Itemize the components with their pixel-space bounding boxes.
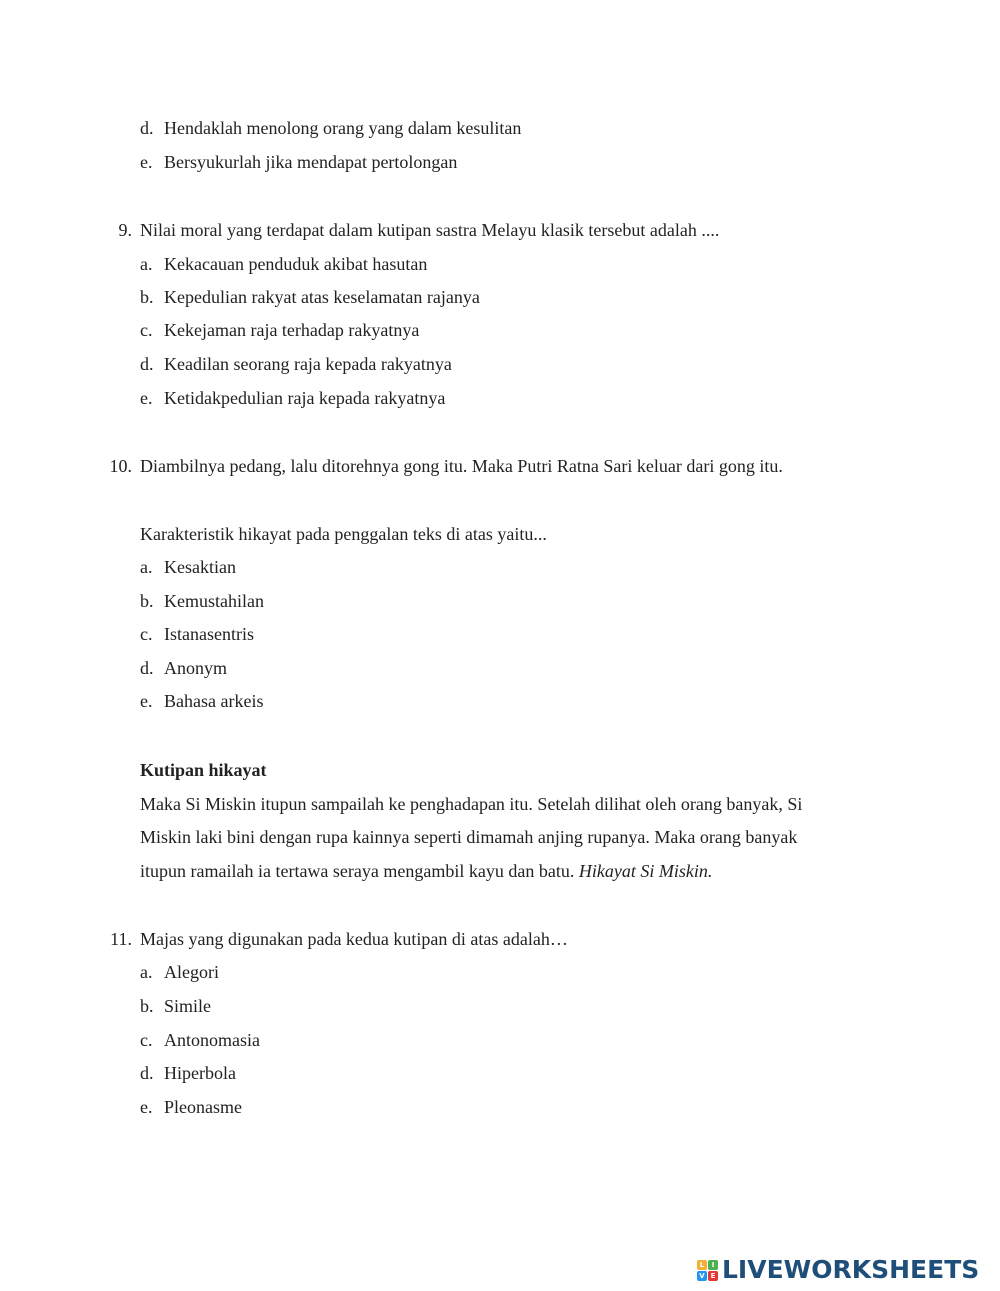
logo-mark-cell: L: [697, 1260, 707, 1270]
option-letter: e.: [140, 1097, 153, 1117]
option-text: Anonym: [164, 658, 227, 678]
option-text: Istanasentris: [164, 624, 254, 644]
option-text: Kemustahilan: [164, 591, 264, 611]
option-letter: d.: [140, 658, 154, 678]
question-number: 11.: [110, 929, 132, 949]
option-text: Kekacauan penduduk akibat hasutan: [164, 254, 428, 274]
excerpt-heading: Kutipan hikayat: [140, 760, 267, 780]
option-text: Bersyukurlah jika mendapat pertolongan: [164, 152, 458, 172]
option-letter: d.: [140, 1063, 154, 1083]
option-letter: a.: [140, 962, 153, 982]
option-text: Antonomasia: [164, 1030, 260, 1050]
option-letter: d.: [140, 118, 154, 138]
option-letter: b.: [140, 996, 154, 1016]
excerpt-line: [140, 860, 712, 882]
logo-mark-cell: E: [708, 1271, 718, 1281]
option-letter: b.: [140, 591, 154, 611]
question-text: Nilai moral yang terdapat dalam kutipan sastra Melayu klasik tersebut adalah ....: [140, 220, 720, 240]
option-letter: d.: [140, 354, 154, 374]
option-letter: c.: [140, 320, 153, 340]
option-text: Bahasa arkeis: [164, 691, 264, 711]
option-text: Hiperbola: [164, 1063, 236, 1083]
option-letter: c.: [140, 1030, 153, 1050]
option-letter: e.: [140, 388, 153, 408]
liveworksheets-logo: [697, 1256, 979, 1284]
option-letter: a.: [140, 557, 153, 577]
question-text: Majas yang digunakan pada kedua kutipan di atas adalah…: [140, 929, 568, 949]
logo-text: LIVEWORKSHEETS: [722, 1255, 980, 1284]
option-text: Pleonasme: [164, 1097, 242, 1117]
excerpt-source: Hikayat Si Miskin.: [578, 861, 713, 881]
option-letter: b.: [140, 287, 154, 307]
logo-mark-cell: V: [697, 1271, 707, 1281]
question-excerpt: Diambilnya pedang, lalu ditorehnya gong itu. Maka Putri Ratna Sari keluar dari gong itu.: [140, 456, 783, 476]
option-text: Hendaklah menolong orang yang dalam kesulitan: [164, 118, 522, 138]
option-text: Ketidakpedulian raja kepada rakyatnya: [164, 388, 446, 408]
question-text: Karakteristik hikayat pada penggalan teks di atas yaitu...: [140, 524, 547, 544]
option-text: Alegori: [164, 962, 219, 982]
logo-mark-cell: I: [708, 1260, 718, 1270]
excerpt-line-text: itupun ramailah ia tertawa seraya mengambil kayu dan batu.: [140, 861, 579, 881]
question-number: 9.: [118, 220, 132, 240]
option-letter: e.: [140, 152, 153, 172]
option-text: Simile: [164, 996, 212, 1016]
option-text: Keadilan seorang raja kepada rakyatnya: [164, 354, 452, 374]
excerpt-line: Miskin laki bini dengan rupa kainnya seperti dimamah anjing rupanya. Maka orang banyak: [140, 827, 798, 847]
option-letter: c.: [140, 624, 153, 644]
question-number: 10.: [109, 456, 132, 476]
option-text: Kepedulian rakyat atas keselamatan rajanya: [164, 287, 480, 307]
logo-mark-icon: [697, 1260, 718, 1281]
option-text: Kekejaman raja terhadap rakyatnya: [164, 320, 420, 340]
option-text: Kesaktian: [164, 557, 236, 577]
option-letter: a.: [140, 254, 153, 274]
option-letter: e.: [140, 691, 153, 711]
excerpt-line: Maka Si Miskin itupun sampailah ke penghadapan itu. Setelah dilihat oleh orang banyak, Si: [140, 794, 803, 814]
